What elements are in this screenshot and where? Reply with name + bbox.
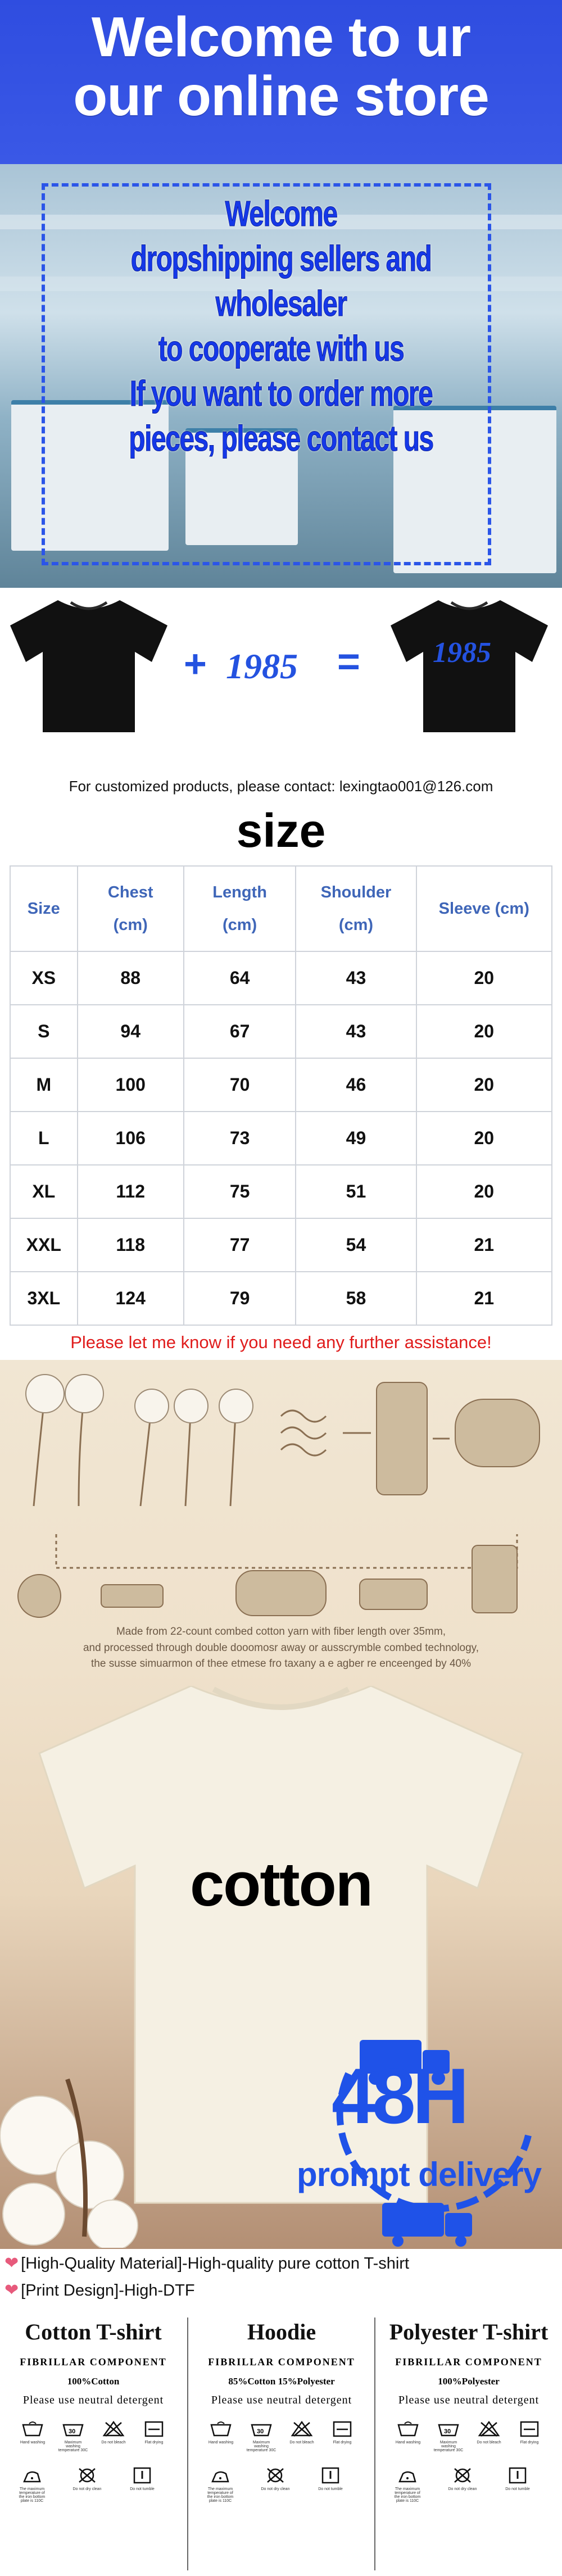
delivery-badge-graphic [0,2034,562,2248]
banner-line-2: our online store [73,65,489,128]
no-dry-clean-icon: Do not dry clean [447,2467,478,2503]
factory-line: dropshipping sellers and wholesaler [130,238,432,324]
wash-30-icon: 30 Maximum washing temperature 30C [433,2420,464,2452]
feature-item [4,2277,562,2304]
flat-dry-icon: Flat drying [327,2420,357,2452]
iron-low-icon: The maximum temperature of the iron bottom plate is 110C [392,2467,423,2503]
contact-text: For customized products, please contact: lexingtao001@126.com [69,778,493,795]
size-title: size [236,804,326,857]
banner-line-1: Welcome to ur [91,6,471,69]
component-heading: FIBRILLAR COMPONENT [20,2356,167,2368]
no-tumble-icon: Do not tumble [502,2467,533,2503]
care-icons-row [375,2452,562,2503]
table-cell: 43 [296,951,416,1005]
table-cell: 118 [78,1218,184,1272]
blank-tshirt-image [4,595,173,735]
care-label-polyester-tshirt [375,2312,562,2576]
table-cell: M [10,1058,78,1112]
table-row [10,1218,552,1272]
detergent-note: Please use neutral detergent [22,2394,164,2406]
factory-message [0,191,562,461]
detergent-note: Please use neutral detergent [398,2394,540,2406]
table-cell: 20 [416,1112,552,1165]
care-label-hoodie [188,2312,375,2576]
column-header: Size [10,866,78,951]
component-heading: FIBRILLAR COMPONENT [208,2356,355,2368]
delivery-badge [0,2034,562,2249]
svg-text:30: 30 [444,2428,451,2435]
delivery-text: prompt delivery [297,2156,542,2193]
table-header-row [10,866,552,951]
care-label-cotton-tshirt [0,2312,187,2576]
care-label-title: Hoodie [247,2319,316,2344]
table-cell: XS [10,951,78,1005]
column-header: Chest (cm) [78,866,184,951]
table-cell: 54 [296,1218,416,1272]
detergent-note: Please use neutral detergent [211,2394,352,2406]
table-cell: 94 [78,1005,184,1058]
heart-icon: ❤ [4,2281,19,2300]
no-tumble-icon: Do not tumble [315,2467,346,2503]
table-cell: S [10,1005,78,1058]
factory-image [0,164,562,588]
hand-wash-icon: Hand washing [206,2420,236,2452]
table-cell: 73 [184,1112,296,1165]
feature-text: [Print Design]-High-DTF [21,2282,195,2300]
table-cell: 77 [184,1218,296,1272]
table-cell: 20 [416,951,552,1005]
care-label-title: Polyester T-shirt [389,2319,549,2344]
table-cell: 79 [184,1272,296,1325]
care-label-title: Cotton T-shirt [25,2319,162,2344]
care-icons-row [0,2407,187,2452]
hand-wash-icon: Hand washing [393,2420,423,2452]
caption-line: the susse simuarmon of thee etmese fro taxany a e agber re enceenged by 40% [91,1658,471,1670]
equals-sign: = [337,640,360,683]
table-cell: 64 [184,951,296,1005]
table-cell: 106 [78,1112,184,1165]
table-cell: L [10,1112,78,1165]
delivery-hours: 48H [332,2052,466,2140]
heart-icon: ❤ [4,2254,19,2273]
care-icons-row [375,2407,562,2452]
welcome-banner [0,0,562,164]
custom-number: 1985 [226,646,298,686]
table-cell: 51 [296,1165,416,1218]
component-percent: 85%Cotton 15%Polyester [228,2376,335,2387]
table-row [10,1058,552,1112]
factory-line: If you want to order more [129,373,433,414]
table-cell: 43 [296,1005,416,1058]
table-row [10,1005,552,1058]
feature-text: [High-Quality Material]-High-quality pure cotton T-shirt [21,2255,410,2273]
no-bleach-icon: Do not bleach [287,2420,317,2452]
iron-low-icon: The maximum temperature of the iron bottom plate is 110C [205,2467,235,2503]
care-labels [0,2312,562,2576]
cotton-label: cotton [189,1850,372,1919]
column-header: Sleeve (cm) [416,866,552,951]
table-cell: 21 [416,1218,552,1272]
table-cell: XXL [10,1218,78,1272]
feature-item [4,2250,562,2277]
factory-line: Welcome [225,193,337,234]
table-cell: 20 [416,1005,552,1058]
component-heading: FIBRILLAR COMPONENT [395,2356,542,2368]
customization-section [0,588,562,801]
no-bleach-icon: Do not bleach [474,2420,504,2452]
table-cell: 88 [78,951,184,1005]
table-cell: 20 [416,1058,552,1112]
table-cell: 46 [296,1058,416,1112]
care-icons-row [0,2452,187,2503]
factory-line: to cooperate with us [158,328,404,369]
table-cell: 3XL [10,1272,78,1325]
assistance-note: Please let me know if you need any further assistance! [70,1332,492,1352]
size-section [0,801,562,1353]
table-cell: 49 [296,1112,416,1165]
care-icons-row [188,2407,375,2452]
banner-title [0,0,562,126]
size-table [10,865,552,1326]
component-percent: 100%Cotton [67,2376,120,2387]
table-row [10,1272,552,1325]
table-cell: 58 [296,1272,416,1325]
care-icons-row [188,2452,375,2503]
cotton-caption [67,1624,495,1672]
no-tumble-icon: Do not tumble [127,2467,157,2503]
wash-30-icon: 30 Maximum washing temperature 30C [246,2420,277,2452]
table-cell: 112 [78,1165,184,1218]
table-row [10,1165,552,1218]
table-cell: 124 [78,1272,184,1325]
hand-wash-icon: Hand washing [17,2420,48,2452]
factory-line: pieces, please contact us [129,418,433,459]
table-cell: 100 [78,1058,184,1112]
column-header: Length (cm) [184,866,296,951]
cotton-section [0,1360,562,2249]
table-cell: 21 [416,1272,552,1325]
caption-line: and processed through double dooomosr away or ausscrymble combed technology, [83,1641,479,1654]
table-cell: 20 [416,1165,552,1218]
wash-30-icon: 30 Maximum washing temperature 30C [58,2420,88,2452]
flat-dry-icon: Flat drying [514,2420,545,2452]
no-dry-clean-icon: Do not dry clean [260,2467,291,2503]
cotton-process-diagram [0,1360,562,1618]
feature-list [0,2250,562,2304]
svg-text:30: 30 [257,2428,264,2435]
printed-number: 1985 [433,637,491,669]
iron-low-icon: The maximum temperature of the iron bottom plate is 110C [17,2467,47,2503]
table-cell: 67 [184,1005,296,1058]
no-dry-clean-icon: Do not dry clean [72,2467,102,2503]
table-row [10,1112,552,1165]
table-cell: 70 [184,1058,296,1112]
flat-dry-icon: Flat drying [139,2420,169,2452]
table-cell: 75 [184,1165,296,1218]
column-header: Shoulder (cm) [296,866,416,951]
plus-sign: + [184,642,207,686]
table-cell: XL [10,1165,78,1218]
component-percent: 100%Polyester [438,2376,500,2387]
table-row [10,951,552,1005]
svg-text:30: 30 [69,2428,76,2435]
caption-line: Made from 22-count combed cotton yarn with fiber length over 35mm, [116,1626,446,1638]
no-bleach-icon: Do not bleach [98,2420,129,2452]
